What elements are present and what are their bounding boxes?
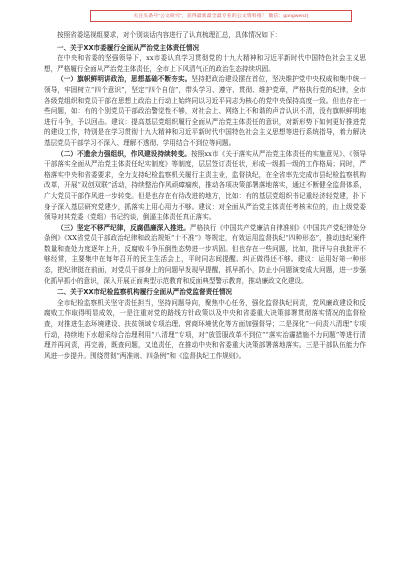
subsection-1 bbox=[44, 74, 366, 148]
subsection-3-text: 严格执行《中国共产党廉洁自律准则》《中国共产党纪律处分条例》《XX省党员干部政治纪律和政治规矩“十不准”》等规定，有效运用监督执纪“四种形态”，推动违纪案件数量和查处力度逐年上升，反腐败斗争压倒性态势进一步巩固。但也存在一些问题，比如，批评与自我批评不够经常，主要集中在每年召开的民主生活会上，平时同志间提醒、纠正做得还不够。建议：运用好第一种形态，把纪律挺在前面，对党员干部身上的问题早发现早提醒，抓早抓小，防止小问题演变成大问题，进一步强化抓早抓小的意识，深入开展正面典型示范教育和反面典型警示教育，推动廉政文化建设。 bbox=[44, 223, 367, 285]
section-1-paragraph: 在中央和省委的坚强领导下，xx市委认真学习贯彻党的十九大精神和习近平新时代中国特色社会主义思想，严格履行全面从严治党主体责任，全市上下风清气正的政治生态持续巩固。 bbox=[44, 54, 366, 73]
intro-paragraph: 按照省委巡视组要求，对个别谈话内容进行了认真梳理汇总，具体情况如下： bbox=[57, 31, 282, 39]
subsection-1-text: 坚持把政治建设摆在首位，坚决维护党中央权威和集中统一领导，牢固树立“四个意识”，坚定“四个自信”，带头学习、遵守、贯彻、维护党章，严格执行党的纪律，全市各级党组织和党员干部在思想上政治上行动上始终同以习近平同志为核心的党中央保持高度一致。但也存在一些问题，如：有的个别党员干部政治警觉性不够，对社会上、网络上不和谐的声音认识不清，没有旗帜鲜明地进行斗争，予以回击。建议：提高基层党组织履行全面从严治党主体责任的意识，对新形势下如何更好推进党的建设工作，特别是在学习贯彻十九大精神和习近平新时代中国特色社会主义思想等进行系统指导，着力解决基层党员干部学习不深入、理解不透彻、学用结合不到位等问题。 bbox=[44, 75, 367, 147]
section-2-paragraph: 全市纪检监察机关坚守责任担当，坚持问题导向，聚焦中心任务，强化监督执纪问责，党风廉政建设和反腐败工作取得明显成效，一是注重对党的路线方针政策以及中央和省委重大决策部署贯彻落实情况的监督检查，对推进生态环境建设、扶贫领域专项治理、营商环境优化等方面加强督导；二是深化“一问责八清理”专项行动，持续地下水超采综合治理利用“八清理”专项，对“放管服改革不到位”“落实治霾措施不力问题”等进行清理并再问责，再完善，既查问题，又追责任，在推动中央和省委重大决策部署落地落实。三是干部队伍能力作风进一步提升。围绕贯彻“两准则、四条例”和《监督执纪工作规则》。 bbox=[44, 298, 366, 360]
section-1-heading: 一、关于XX市委履行全面从严治党主体责任情况 bbox=[57, 43, 200, 52]
promo-banner: 关注头条号“公文研究”，获得最新最全最专业的公文资料推！ 微信：gongwenz) bbox=[90, 10, 352, 22]
document-body bbox=[44, 30, 366, 361]
subsection-3-title: （三）坚定不移严纪律，反腐倡廉深入推进。 bbox=[57, 223, 190, 232]
subsection-2 bbox=[44, 149, 366, 223]
subsection-3 bbox=[44, 223, 366, 287]
subsection-2-title: （二）不遗余力强组织，作风建设持续转变。 bbox=[57, 149, 191, 158]
subsection-2-text: 按照xx市《关于落实从严治党主体责任的实施意见》、《领导干部落实全面从严治党主体责任纪实制度》等制度，层层签订责任状，形成一级抓一级的工作格局；同时，严格落实中央和省委要求，全力支持纪检监察机关履行主责主业，监督执纪，在全省率先完成市县纪检监察机构改革，开展“双创双联”活动，持续整治作风顽瘴痼疾，推动各项决策部署落地落实，通过不断健全监督体系，广大党员干部作风进一步转变。但是也存在有待改进的地方，比如：有的基层党组织书记重经济轻党建，扑下身子深入基层研究党建少，抓落实上用心用力不够。建议：对全面从严治党主体责任考核末位的，由上级党委领导对其党委（党组）书记约谈，倒逼主体责任真正落实。 bbox=[44, 149, 366, 222]
section-2-heading: 二、关于XX市纪检监察机构履行全面从严治党监督责任情况 bbox=[57, 288, 233, 297]
subsection-1-title: （一）旗帜鲜明讲政治，思想基础不断夯实。 bbox=[57, 75, 192, 84]
